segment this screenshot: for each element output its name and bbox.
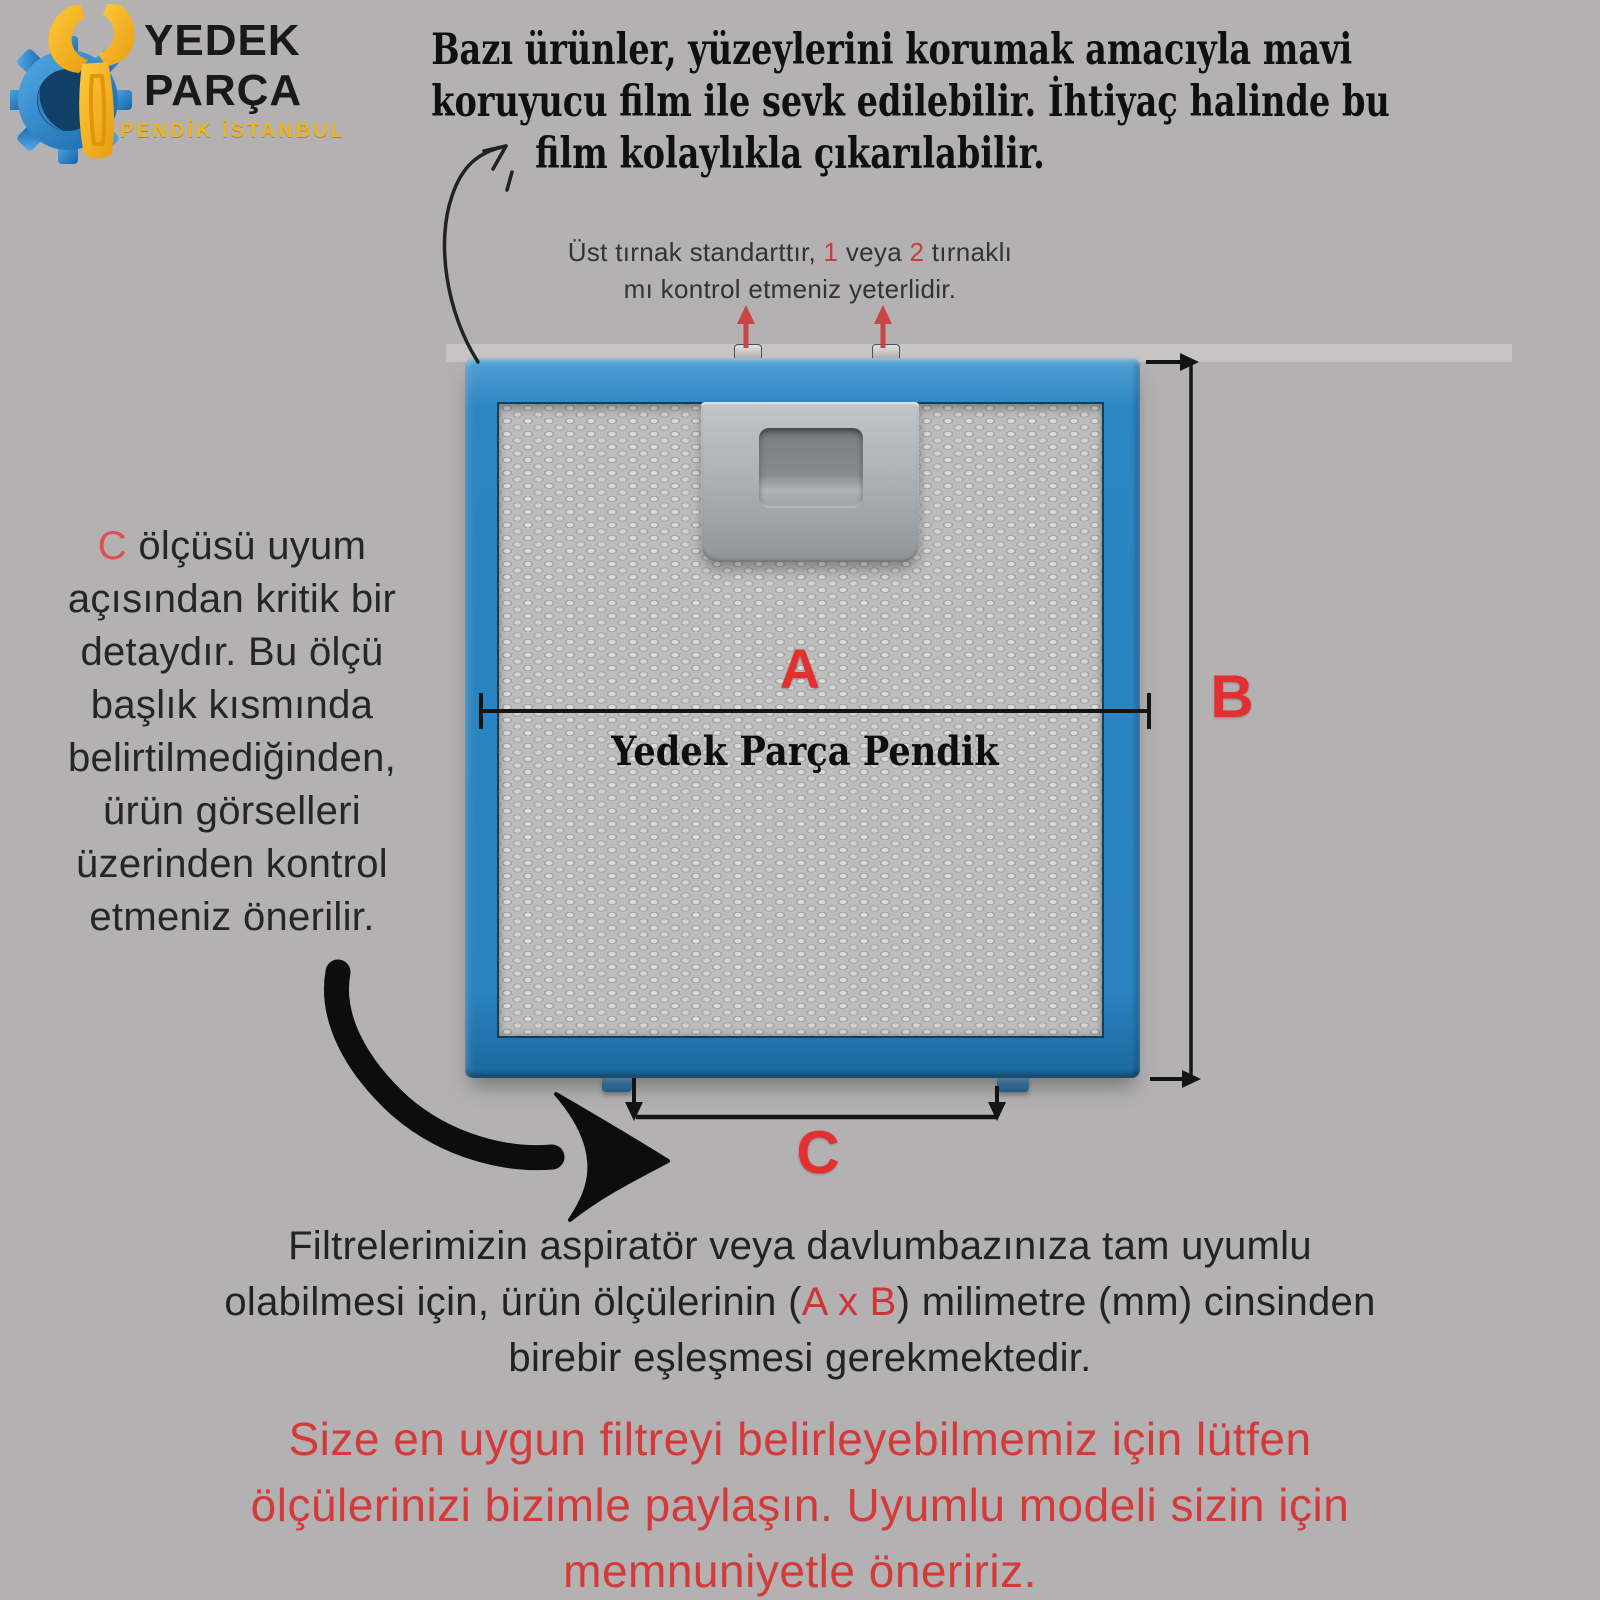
dimension-b-line: [1146, 353, 1201, 1088]
logo-title-line1: YEDEK: [144, 16, 301, 65]
tab-note-text: tırnaklı: [924, 237, 1013, 267]
filter-brand-text: Yedek Parça Pendik: [611, 728, 999, 775]
intro-line: Bazı ürünler, yüzeylerini korumak amacıyla mavi: [431, 25, 1353, 75]
logo-title-line2: PARÇA: [144, 66, 303, 115]
tab-count-1: 1: [823, 237, 839, 267]
tab-count-2: 2: [909, 237, 925, 267]
dimension-label-a: A: [779, 637, 821, 700]
note-line: üzerinden kontrol: [76, 842, 388, 886]
cta-line: ölçülerinizi bizimle paylaşın. Uyumlu modeli sizin için: [250, 1479, 1350, 1531]
note-line: ürün görselleri: [103, 789, 361, 833]
intro-line: koruyucu film ile sevk edilebilir. İhtiyaç halinde bu: [431, 77, 1390, 127]
fit-text: ) milimetre (mm) cinsinden: [896, 1280, 1376, 1324]
dimension-label-b: B: [1210, 663, 1254, 730]
note-line: belirtilmediğinden,: [67, 736, 397, 780]
fit-text: olabilmesi için, ürün ölçülerinin (: [224, 1280, 802, 1324]
cta-note: [70, 1406, 1530, 1600]
note-line: etmeniz önerilir.: [89, 895, 375, 939]
axb-highlight: A x B: [801, 1280, 897, 1324]
c-dimension-note: [22, 520, 442, 944]
note-line: açısından kritik bir: [67, 577, 397, 621]
c-highlight: C: [97, 524, 127, 568]
cta-line: Size en uygun filtreyi belirleyebilmemiz için lütfen: [288, 1413, 1312, 1465]
protective-film-note: [330, 24, 1390, 180]
filter-bottom-tab-left: [602, 1078, 632, 1092]
tab-note-line1: [460, 234, 1120, 271]
note-line: başlık kısmında: [90, 683, 374, 727]
tab-note-line2: mı kontrol etmeniz yeterlidir.: [623, 274, 957, 304]
filter-bottom-tab-right: [997, 1078, 1029, 1092]
note-text: ölçüsü uyum: [126, 524, 367, 568]
brand-logo: [10, 4, 350, 164]
cta-line: memnuniyetle öneririz.: [563, 1545, 1037, 1597]
red-up-arrow-right-icon: [874, 305, 892, 348]
note-line: [22, 520, 442, 573]
fit-requirement-note: [70, 1218, 1530, 1386]
red-up-arrow-left-icon: [737, 305, 755, 348]
intro-line: film kolaylıkla çıkarılabilir.: [535, 129, 1045, 179]
fit-line3: birebir eşleşmesi gerekmektedir.: [508, 1336, 1092, 1380]
filter-handle-recess: [759, 428, 863, 508]
tab-note-text: veya: [838, 237, 910, 267]
logo-subtitle: PENDİK İSTANBUL: [120, 120, 346, 142]
top-tab-note: [460, 234, 1120, 308]
fit-line2: [70, 1274, 1530, 1330]
tab-note-text: Üst tırnak standarttır,: [567, 237, 824, 267]
note-line: detaydır. Bu ölçü: [80, 630, 384, 674]
dimension-label-c: C: [796, 1119, 840, 1186]
grease-filter-image: [465, 358, 1140, 1078]
fit-line1: Filtrelerimizin aspiratör veya davlumbazınıza tam uyumlu: [288, 1224, 1312, 1268]
dimension-c-line: [625, 1078, 1006, 1121]
filter-handle: [701, 402, 919, 562]
